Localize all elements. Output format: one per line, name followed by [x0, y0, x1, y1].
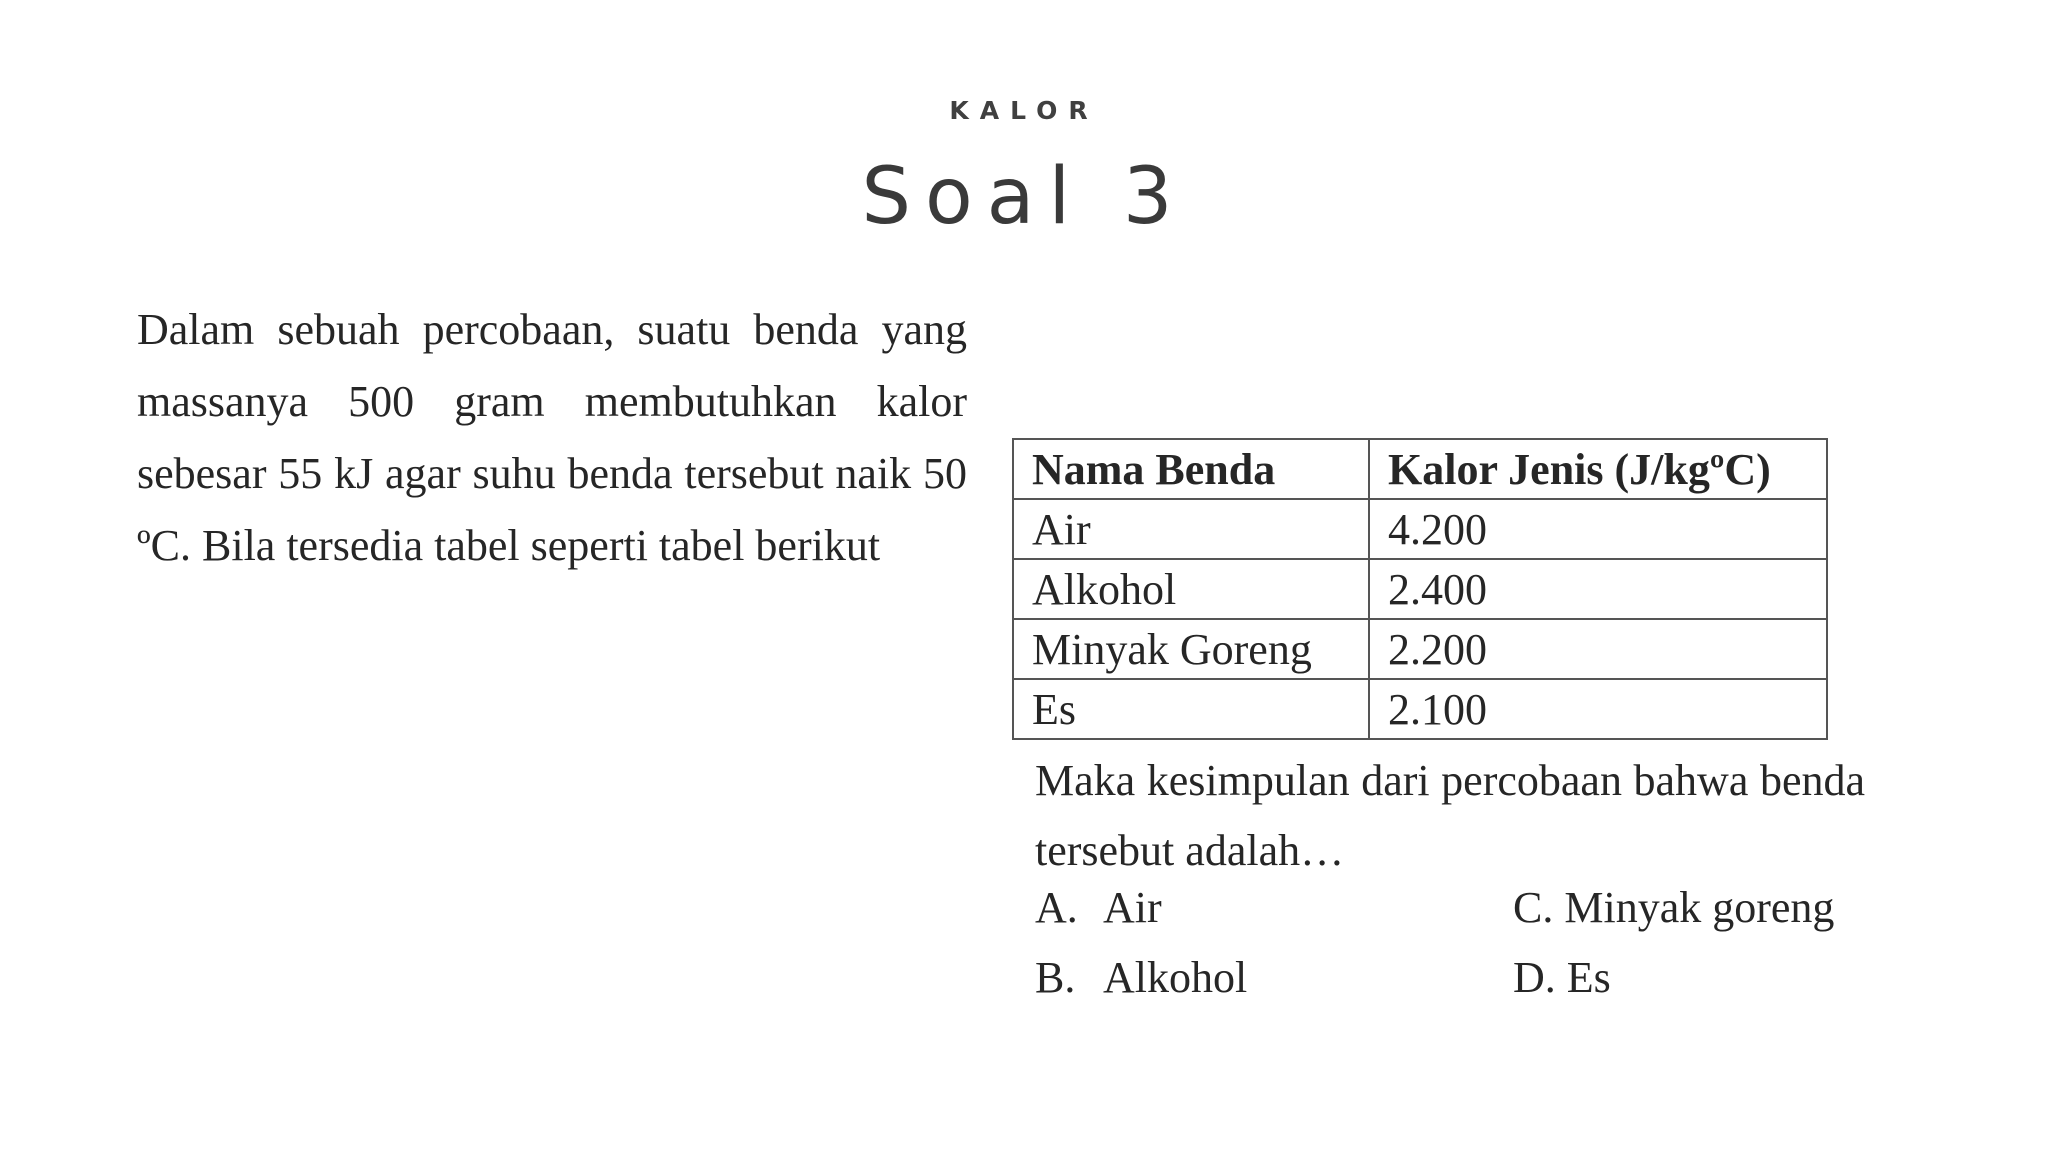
slide-kicker: KALOR [949, 96, 1099, 125]
option-letter: D. [1513, 953, 1556, 1002]
table-header-row [1013, 439, 1827, 499]
option-text: Alkohol [1103, 953, 1248, 1002]
table-header-cell: Nama Benda [1013, 439, 1369, 499]
table-row [1013, 499, 1827, 559]
table-header-cell: Kalor Jenis (J/kgºC) [1369, 439, 1827, 499]
table-cell: 2.400 [1369, 559, 1827, 619]
slide-title: Soal 3 [861, 152, 1187, 242]
table-row [1013, 619, 1827, 679]
conclusion-text: Maka kesimpulan dari percobaan bahwa benda tersebut adalah… [1035, 756, 1865, 875]
table-cell: Minyak Goreng [1013, 619, 1369, 679]
table-cell: 2.100 [1369, 679, 1827, 739]
option-text: Minyak goreng [1564, 883, 1835, 932]
option-a [1035, 882, 1162, 933]
table-cell: 4.200 [1369, 499, 1827, 559]
option-c [1513, 882, 1834, 933]
option-text: Es [1566, 953, 1611, 1002]
question-text: Dalam sebuah percobaan, suatu benda yang massanya 500 gram membutuhkan kalor sebesar 55 kJ agar suhu benda tersebut naik 50 ºC. Bila tersedia tabel seperti tabel berikut [137, 305, 967, 570]
option-letter: C. [1513, 883, 1554, 932]
specific-heat-table [1012, 438, 1828, 740]
option-b [1035, 952, 1247, 1003]
table-cell: Es [1013, 679, 1369, 739]
option-d [1513, 952, 1611, 1003]
option-letter: A. [1035, 883, 1078, 932]
option-text: Air [1103, 883, 1162, 932]
table-row [1013, 559, 1827, 619]
table-cell: Air [1013, 499, 1369, 559]
table-cell: 2.200 [1369, 619, 1827, 679]
table-cell: Alkohol [1013, 559, 1369, 619]
option-letter: B. [1035, 953, 1076, 1002]
table-row [1013, 679, 1827, 739]
